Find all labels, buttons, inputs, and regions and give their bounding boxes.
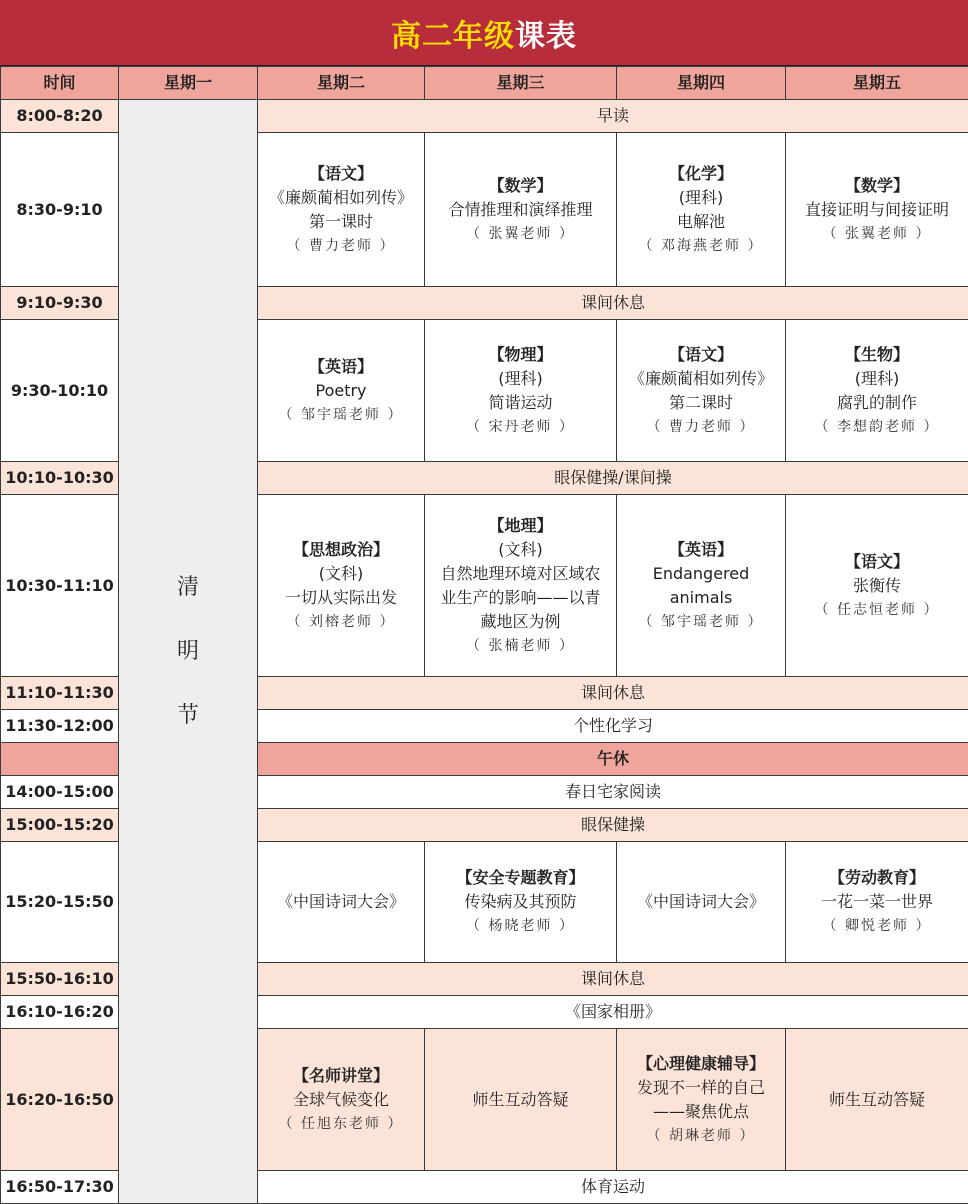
subject-label: 【安全专题教育】 xyxy=(456,868,585,887)
teacher-name: （ 曹力老师 ） xyxy=(286,237,396,254)
lesson-text: 传染病及其预防 xyxy=(464,892,577,911)
time-cell: 9:30-10:10 xyxy=(1,320,119,462)
lesson-cell xyxy=(258,1029,425,1171)
lesson-cell xyxy=(425,133,617,287)
teacher-name: （ 邹宇瑶老师 ） xyxy=(278,406,404,423)
span-activity: 眼保健操 xyxy=(258,809,968,842)
teacher-name: （ 张楠老师 ） xyxy=(466,637,575,654)
lesson-text: (文科) xyxy=(318,563,364,583)
lesson-text: 电解池 xyxy=(676,211,725,231)
lesson-cell xyxy=(786,133,968,287)
lesson-text: 自然地理环境对区域农 xyxy=(440,563,601,583)
time-cell xyxy=(1,743,119,776)
lesson-text: (理科) xyxy=(854,368,900,388)
lesson-cell xyxy=(258,495,425,677)
lesson-text: animals xyxy=(669,587,733,607)
teacher-name: （ 任旭东老师 ） xyxy=(278,1115,404,1132)
teacher-name: （ 曹力老师 ） xyxy=(646,418,756,435)
time-cell: 16:20-16:50 xyxy=(1,1029,119,1171)
teacher-name: （ 邹宇瑶老师 ） xyxy=(638,613,764,630)
span-activity-lunch: 午休 xyxy=(258,743,968,776)
lesson-text: 师生互动答疑 xyxy=(828,1089,925,1109)
lesson-cell xyxy=(258,133,425,287)
span-activity: 课间休息 xyxy=(258,963,968,996)
time-cell: 16:50-17:30 xyxy=(1,1171,119,1204)
table-row xyxy=(1,100,968,133)
span-activity: 眼保健操/课间操 xyxy=(258,462,968,495)
lesson-cell xyxy=(617,133,786,287)
page-title xyxy=(0,0,968,66)
time-cell: 9:10-9:30 xyxy=(1,287,119,320)
lesson-text: 直接证明与间接证明 xyxy=(804,199,949,219)
span-activity: 课间休息 xyxy=(258,677,968,710)
header-row xyxy=(1,67,968,100)
subject-label: 【物理】 xyxy=(488,344,553,364)
teacher-name: （ 刘榕老师 ） xyxy=(286,613,396,630)
lesson-text: 第二课时 xyxy=(668,392,733,412)
lesson-text: 一花一菜一世界 xyxy=(820,892,933,911)
subject-label: 【地理】 xyxy=(488,515,553,535)
time-cell: 8:30-9:10 xyxy=(1,133,119,287)
lesson-cell xyxy=(617,320,786,462)
lesson-text: 藏地区为例 xyxy=(480,611,561,631)
teacher-name: （ 任志恒老师 ） xyxy=(814,601,940,618)
lesson-cell xyxy=(786,842,968,963)
lesson-text: 发现不一样的自己 xyxy=(636,1077,765,1097)
subject-label: 【英语】 xyxy=(668,539,733,559)
lesson-cell xyxy=(425,320,617,462)
lesson-text: 第一课时 xyxy=(308,211,373,231)
time-cell: 10:10-10:30 xyxy=(1,462,119,495)
lesson-text: 腐乳的制作 xyxy=(836,392,917,412)
subject-label: 【生物】 xyxy=(844,344,909,364)
subject-label: 【语文】 xyxy=(308,163,373,183)
lesson-cell xyxy=(786,495,968,677)
time-cell: 11:30-12:00 xyxy=(1,710,119,743)
subject-label: 【数学】 xyxy=(488,175,553,195)
holiday-char: 清 xyxy=(176,574,199,600)
lesson-cell xyxy=(617,842,786,963)
lesson-text: 《廉颇蔺相如列传》 xyxy=(628,368,773,388)
span-activity: 体育运动 xyxy=(258,1171,968,1204)
holiday-char: 节 xyxy=(176,702,199,728)
lesson-text: 《中国诗词大会》 xyxy=(636,892,765,911)
teacher-name: （ 胡琳老师 ） xyxy=(646,1127,756,1144)
lesson-text: Poetry xyxy=(315,380,367,400)
lesson-text: 《中国诗词大会》 xyxy=(276,892,405,911)
subject-label: 【化学】 xyxy=(668,163,733,183)
time-cell: 15:20-15:50 xyxy=(1,842,119,963)
span-activity: 课间休息 xyxy=(258,287,968,320)
header-tuesday: 星期二 xyxy=(258,67,425,100)
subject-label: 【心理健康辅导】 xyxy=(636,1053,765,1073)
subject-label: 【劳动教育】 xyxy=(828,868,925,887)
lesson-text: ——聚焦优点 xyxy=(652,1101,749,1121)
monday-holiday xyxy=(119,100,258,1204)
teacher-name: （ 李想韵老师 ） xyxy=(814,418,940,435)
span-activity: 《国家相册》 xyxy=(258,996,968,1029)
header-monday: 星期一 xyxy=(119,67,258,100)
subject-label: 【数学】 xyxy=(844,175,909,195)
lesson-text: 业生产的影响——以青 xyxy=(440,587,601,607)
lesson-cell xyxy=(425,1029,617,1171)
teacher-name: （ 杨晓老师 ） xyxy=(466,918,575,934)
lesson-cell xyxy=(786,1029,968,1171)
time-cell: 15:00-15:20 xyxy=(1,809,119,842)
header-friday: 星期五 xyxy=(786,67,968,100)
subject-label: 【英语】 xyxy=(308,356,373,376)
lesson-cell xyxy=(258,842,425,963)
header-wednesday: 星期三 xyxy=(425,67,617,100)
subject-label: 【思想政治】 xyxy=(292,539,389,559)
lesson-text: (理科) xyxy=(678,187,724,207)
time-cell: 10:30-11:10 xyxy=(1,495,119,677)
lesson-text: 全球气候变化 xyxy=(292,1089,389,1109)
holiday-char: 明 xyxy=(176,638,199,664)
time-cell: 16:10-16:20 xyxy=(1,996,119,1029)
lesson-text: (文科) xyxy=(498,539,543,559)
subject-label: 【名师讲堂】 xyxy=(292,1065,389,1085)
teacher-name: （ 张翼老师 ） xyxy=(466,225,575,242)
teacher-name: （ 宋丹老师 ） xyxy=(466,418,575,435)
time-cell: 15:50-16:10 xyxy=(1,963,119,996)
title-part2: 课表 xyxy=(515,18,577,54)
lesson-text: 《廉颇蔺相如列传》 xyxy=(268,187,413,207)
teacher-name: （ 邓海燕老师 ） xyxy=(638,237,764,254)
title-part1: 高二年级 xyxy=(391,18,515,54)
lesson-text: 简谐运动 xyxy=(488,392,553,412)
lesson-cell xyxy=(425,495,617,677)
lesson-text: 师生互动答疑 xyxy=(472,1089,569,1109)
lesson-text: 张衡传 xyxy=(852,575,901,595)
lesson-text: 合情推理和演绎推理 xyxy=(448,199,593,219)
lesson-text: Endangered xyxy=(652,563,750,583)
time-cell: 11:10-11:30 xyxy=(1,677,119,710)
lesson-text: (理科) xyxy=(498,368,543,388)
subject-label: 【语文】 xyxy=(668,344,733,364)
span-activity: 个性化学习 xyxy=(258,710,968,743)
time-cell: 8:00-8:20 xyxy=(1,100,119,133)
header-time: 时间 xyxy=(1,67,119,100)
span-activity: 春日宅家阅读 xyxy=(258,776,968,809)
header-thursday: 星期四 xyxy=(617,67,786,100)
time-cell: 14:00-15:00 xyxy=(1,776,119,809)
teacher-name: （ 张翼老师 ） xyxy=(822,225,932,242)
lesson-text: 一切从实际出发 xyxy=(284,587,397,607)
lesson-cell xyxy=(258,320,425,462)
schedule-table xyxy=(0,66,968,1204)
lesson-cell xyxy=(425,842,617,963)
lesson-cell xyxy=(617,1029,786,1171)
span-activity: 早读 xyxy=(258,100,968,133)
lesson-cell xyxy=(786,320,968,462)
subject-label: 【语文】 xyxy=(844,551,909,571)
teacher-name: （ 卿悦老师 ） xyxy=(822,918,932,934)
lesson-cell xyxy=(617,495,786,677)
